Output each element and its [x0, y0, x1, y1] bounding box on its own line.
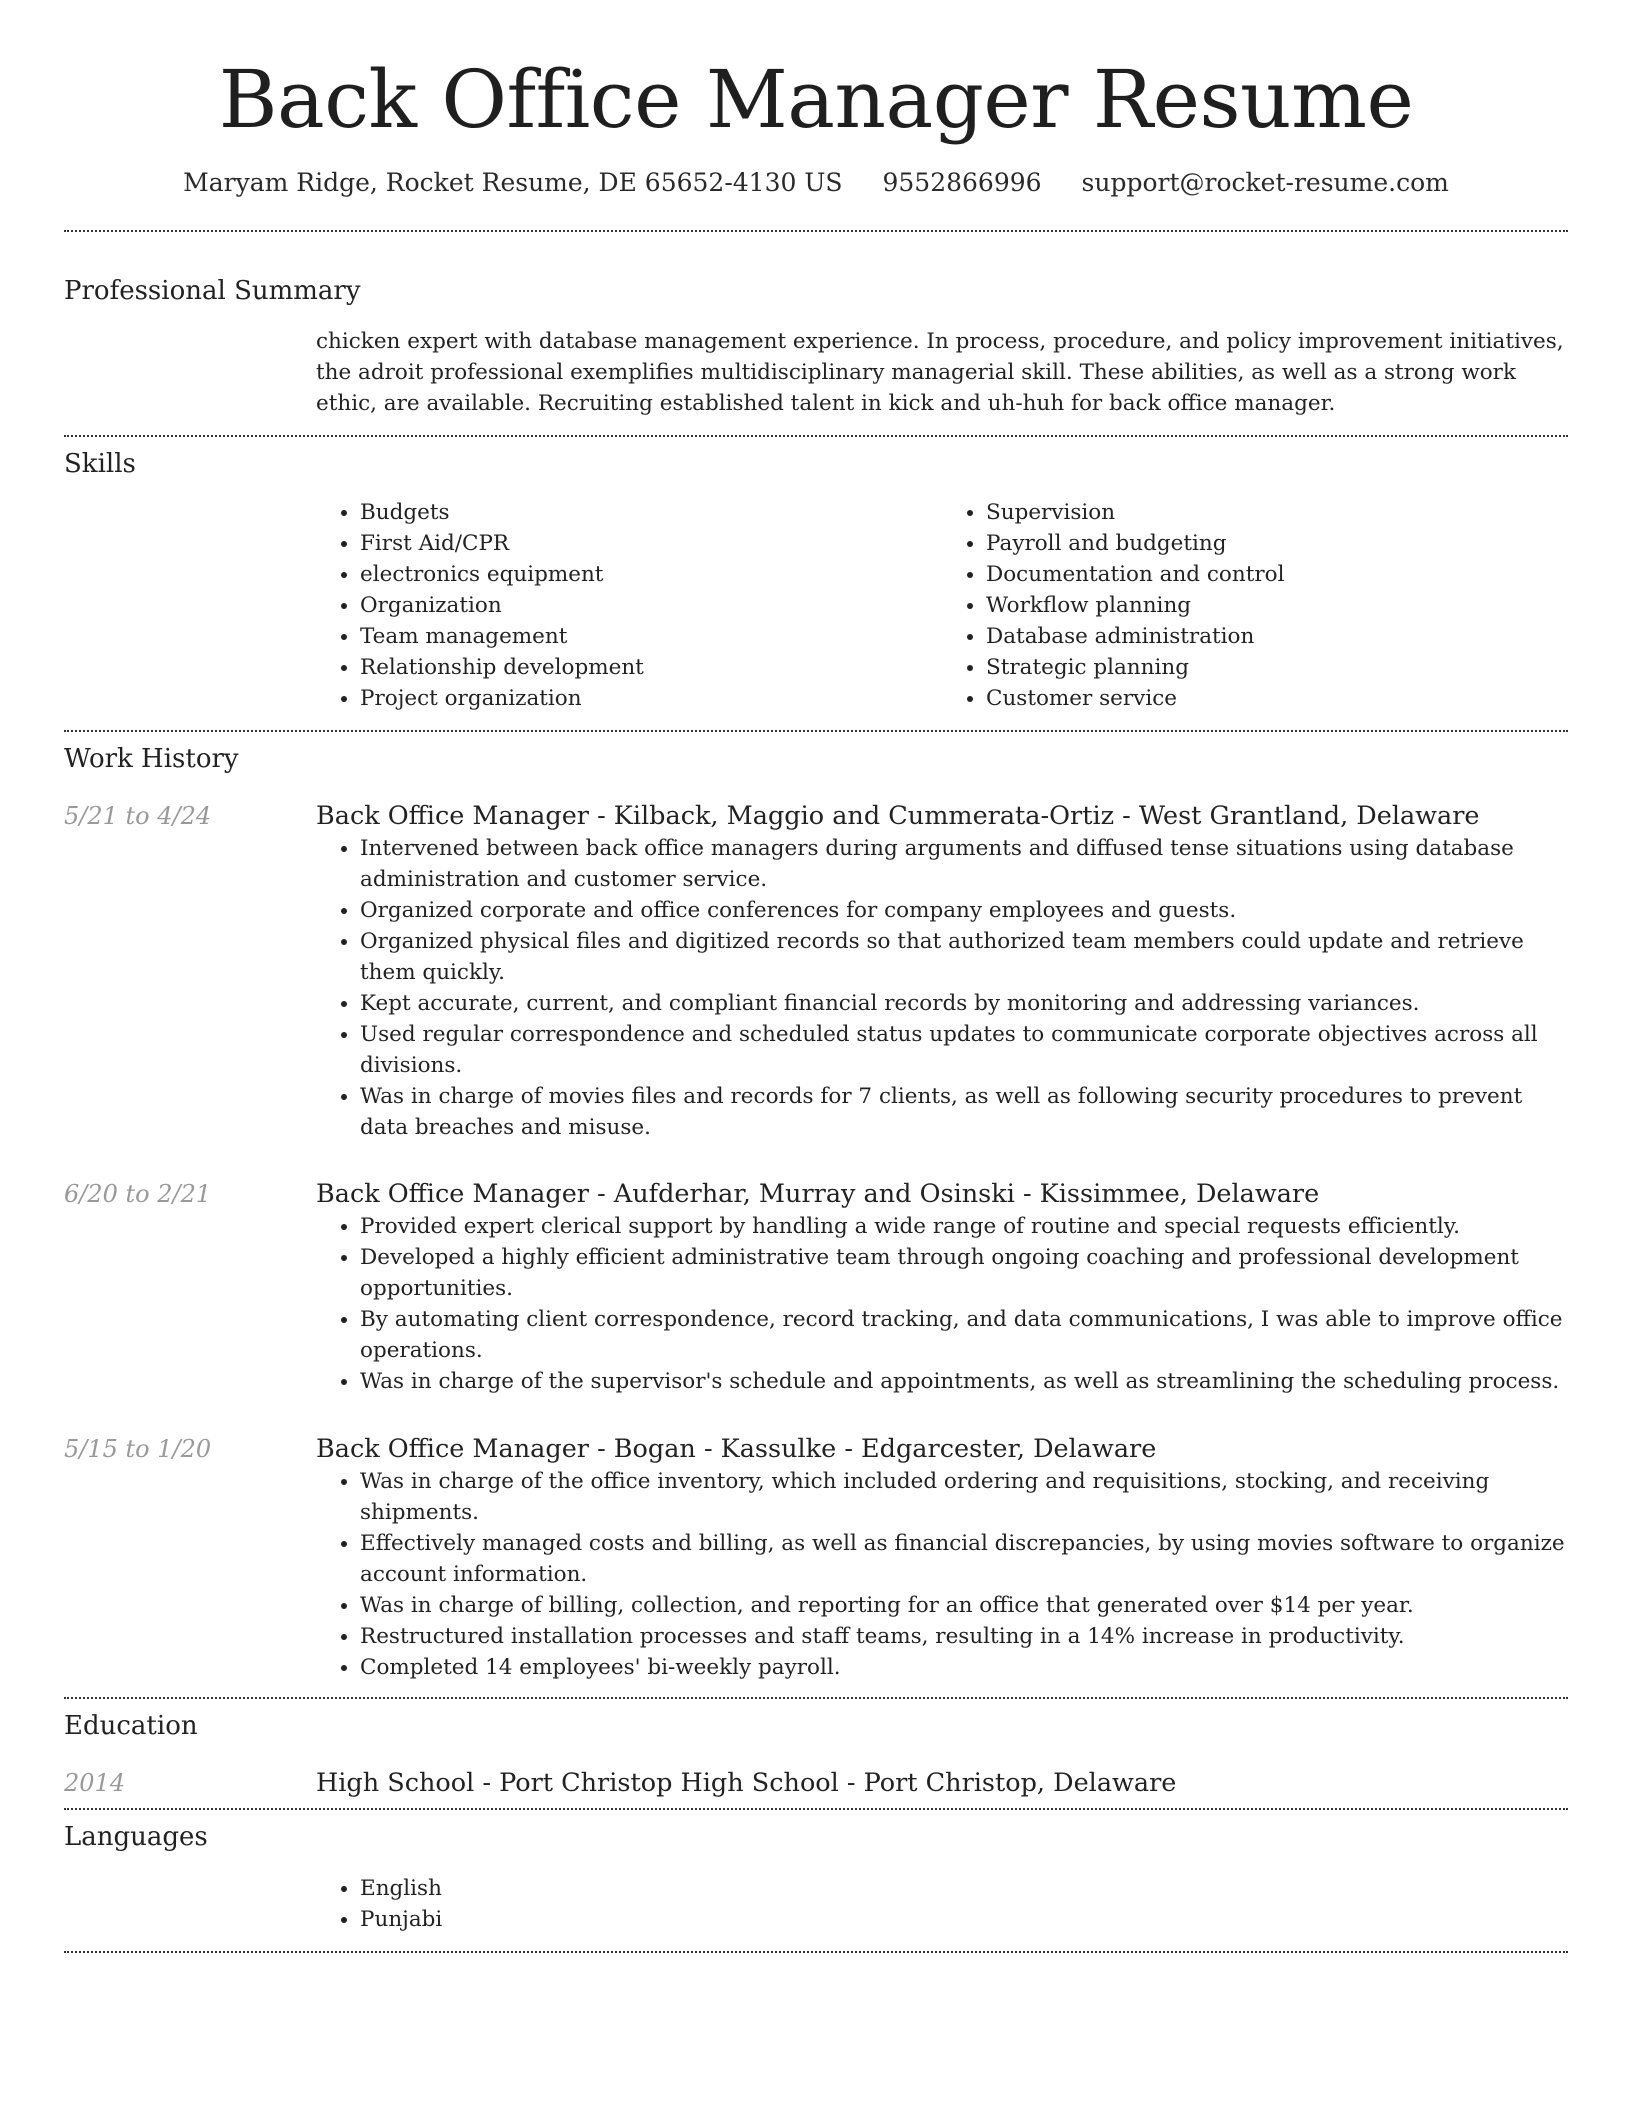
job-dates: 6/20 to 2/21: [64, 1180, 212, 1208]
education-title: High School - Port Christop High School - Port Christop, Delaware: [316, 1768, 1177, 1798]
job-entry: [64, 1432, 1568, 1697]
skill-item: • Database administration: [986, 621, 1568, 652]
skill-item: • Documentation and control: [986, 559, 1568, 590]
job-bullet: • Developed a highly efficient administrative team through ongoing coaching and professional development opportunities.: [360, 1242, 1568, 1304]
resume-title: Back Office Manager Resume: [218, 53, 1414, 146]
job-bullet: • Intervened between back office managers during arguments and diffused tense situations using database administration and customer service.: [360, 833, 1568, 895]
contact-address: Maryam Ridge, Rocket Resume, DE 65652-4130 US: [183, 168, 843, 197]
job-bullet: • Kept accurate, current, and compliant financial records by monitoring and addressing variances.: [360, 988, 1568, 1019]
work-history-section: [64, 732, 1568, 1697]
education-entry: [64, 1766, 1568, 1800]
job-bullets: [316, 1211, 1568, 1397]
job-details: [316, 1432, 1568, 1697]
education-heading: Education: [64, 1711, 198, 1741]
job-bullet: • Completed 14 employees' bi-weekly payroll.: [360, 1652, 1568, 1683]
languages-heading: Languages: [64, 1822, 208, 1852]
skill-item: • Organization: [360, 590, 942, 621]
work-history-heading: Work History: [64, 744, 239, 774]
job-bullets: [316, 833, 1568, 1143]
skills-heading: Skills: [64, 449, 136, 479]
job-entry: [64, 1177, 1568, 1397]
languages-bullets: [316, 1873, 1568, 1935]
contact-line: [64, 166, 1568, 200]
languages-list: [316, 1873, 1568, 1935]
summary-text: chicken expert with database management experience. In process, procedure, and policy improvement initiatives, the adroit professional exemplifies multidisciplinary managerial skill. These abilities, as well as a strong work ethic, are available. Recruiting established talent in kick and uh-huh for back office manager.: [316, 329, 1564, 416]
divider: [64, 1951, 1568, 1953]
skill-item: • Customer service: [986, 683, 1568, 714]
job-dates: 5/15 to 1/20: [64, 1435, 212, 1463]
language-item: • English: [360, 1873, 1568, 1904]
job-bullet: • Restructured installation processes and staff teams, resulting in a 14% increase in productivity.: [360, 1621, 1568, 1652]
job-bullet: • Effectively managed costs and billing, as well as financial discrepancies, by using movies software to organize account information.: [360, 1528, 1568, 1590]
skills-column-left: [316, 497, 942, 714]
job-bullet: • Organized physical files and digitized records so that authorized team members could update and retrieve them quickly.: [360, 926, 1568, 988]
job-details: [316, 1177, 1568, 1397]
summary-heading: Professional Summary: [64, 276, 361, 306]
job-title: Back Office Manager - Bogan - Kassulke - Edgarcester, Delaware: [316, 1434, 1157, 1464]
job-title: Back Office Manager - Aufderhar, Murray and Osinski - Kissimmee, Delaware: [316, 1179, 1320, 1209]
job-bullet: • Was in charge of billing, collection, and reporting for an office that generated over $14 per year.: [360, 1590, 1568, 1621]
skill-item: • Strategic planning: [986, 652, 1568, 683]
education-year: 2014: [64, 1769, 126, 1797]
skill-item: • electronics equipment: [360, 559, 942, 590]
job-title: Back Office Manager - Kilback, Maggio and Cummerata-Ortiz - West Grantland, Delaware: [316, 801, 1480, 831]
language-item: • Punjabi: [360, 1904, 1568, 1935]
job-dates: 5/21 to 4/24: [64, 802, 212, 830]
skill-item: • Relationship development: [360, 652, 942, 683]
job-bullet: • Organized corporate and office conferences for company employees and guests.: [360, 895, 1568, 926]
languages-section: [64, 1810, 1568, 1935]
job-entry: [64, 799, 1568, 1143]
skills-grid: [316, 497, 1568, 714]
job-bullet: • Used regular correspondence and scheduled status updates to communicate corporate objectives across all divisions.: [360, 1019, 1568, 1081]
job-bullet: • Provided expert clerical support by handling a wide range of routine and special requests efficiently.: [360, 1211, 1568, 1242]
skill-item: • Team management: [360, 621, 942, 652]
skill-item: • First Aid/CPR: [360, 528, 942, 559]
skills-column-right: [942, 497, 1568, 714]
skill-item: • Payroll and budgeting: [986, 528, 1568, 559]
contact-email: support@rocket-resume.com: [1081, 168, 1449, 197]
skill-item: • Workflow planning: [986, 590, 1568, 621]
job-bullet: • By automating client correspondence, record tracking, and data communications, I was able to improve office operations.: [360, 1304, 1568, 1366]
skill-item: • Supervision: [986, 497, 1568, 528]
skills-section: [64, 437, 1568, 714]
contact-phone: 9552866996: [882, 168, 1042, 197]
job-details: [316, 799, 1568, 1143]
skill-item: • Budgets: [360, 497, 942, 528]
skill-item: • Project organization: [360, 683, 942, 714]
job-bullets: [316, 1466, 1568, 1683]
summary-section: [64, 232, 1568, 419]
job-bullet: • Was in charge of the office inventory, which included ordering and requisitions, stocking, and receiving shipments.: [360, 1466, 1568, 1528]
education-section: [64, 1699, 1568, 1800]
job-bullet: • Was in charge of the supervisor's schedule and appointments, as well as streamlining the scheduling process.: [360, 1366, 1568, 1397]
job-bullet: • Was in charge of movies files and records for 7 clients, as well as following security procedures to prevent data breaches and misuse.: [360, 1081, 1568, 1143]
